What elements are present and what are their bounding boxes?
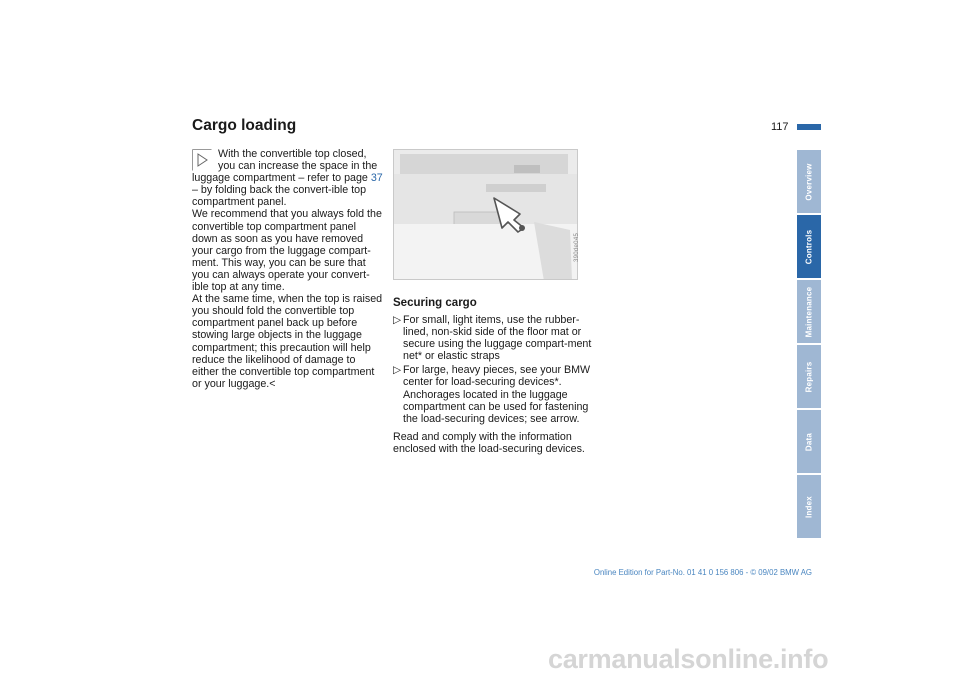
bullet-arrow-icon: ▷ [393, 364, 402, 377]
page-title: Cargo loading [192, 117, 297, 134]
list-item: ▷ For large, heavy pieces, see your BMW center for load-securing devices*. Anchorages located in the luggage compartment can be used for fastening the load-securing devices; see arrow. [393, 364, 591, 425]
tab-data[interactable]: Data [797, 410, 821, 473]
tab-maintenance[interactable]: Maintenance [797, 280, 821, 343]
tab-overview[interactable]: Overview [797, 150, 821, 213]
page-link[interactable]: 37 [370, 172, 383, 185]
tab-controls[interactable]: Controls [797, 215, 821, 278]
luggage-compartment-photo [393, 149, 578, 280]
footer: Online Edition for Part-No. 01 41 0 156 806 - © 09/02 BMW AG [593, 568, 812, 577]
comply-paragraph: Read and comply with the information enclosed with the load-securing devices. [393, 430, 585, 455]
section-tabs [797, 150, 821, 540]
intro-paragraph: With the convertible top closed, you can increase the space in the luggage compartment – refer to page 37 – by folding back the convert-ible top compartment panel. [192, 148, 383, 209]
section-heading: Securing cargo [393, 297, 477, 309]
bullet-arrow-icon: ▷ [393, 314, 402, 326]
note-arrow-icon [192, 149, 212, 171]
photo-code: 390de045 [574, 232, 580, 262]
precaution-paragraph: At the same time, when the top is raised you should fold the convertible top compartment panel back up before stowing large objects in the luggage compartment; this precaution will help reduce the likelihood of damage to either the convertible top compartment or your luggage.< [192, 293, 383, 390]
recommend-paragraph: We recommend that you always fold the convertible top compartment panel down as soon as you have removed your cargo from the luggage compart-ment. This way, you can be sure that you can always operate your convert-ible top at any time. [192, 208, 382, 294]
list-item: ▷ For small, light items, use the rubber-lined, non-skid side of the floor mat or secure using the luggage compart-ment net* or elastic straps [393, 314, 592, 363]
left-column [192, 148, 384, 390]
page-marker [797, 124, 821, 130]
right-column [393, 296, 593, 455]
watermark: carmanualsonline.info [548, 644, 829, 674]
bullet-list [393, 314, 593, 425]
tab-index[interactable]: Index [797, 475, 821, 538]
page-number: 117 [771, 121, 789, 133]
tab-repairs[interactable]: Repairs [797, 345, 821, 408]
end-marker: < [269, 377, 276, 390]
